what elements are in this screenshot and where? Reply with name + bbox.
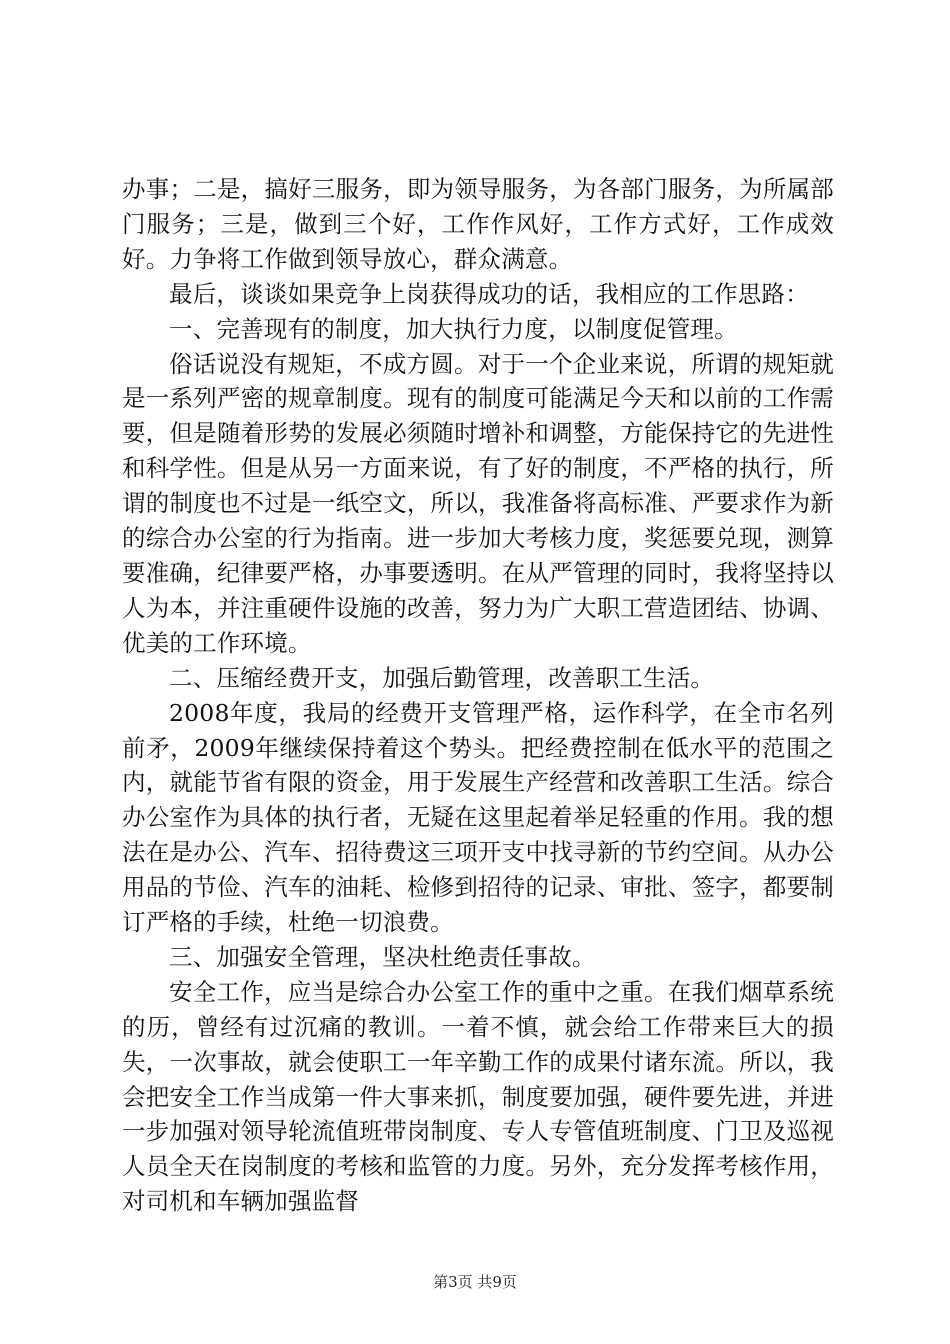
section-heading-3: 三、加强安全管理，坚决杜绝责任事故。	[169, 942, 596, 971]
paragraph-1: 办事；二是，搞好三服务，即为领导服务，为各部门服务，为所属部门服务；三是，做到三个好，工作作风好，工作方式好，工作成效好。力争将工作做到领导放心，群众满意。	[122, 175, 834, 273]
paragraph-3: 俗话说没有规矩，不成方圆。对于一个企业来说，所谓的规矩就是一系列严密的规章制度。现有的制度可能满足今天和以前的工作需要，但是随着形势的发展必须随时增补和调整，方能保持它的先进性和科学性。但是从另一方面来说，有了好的制度，不严格的执行，所谓的制度也不过是一纸空文，所以，我准备将高标准、严要求作为新的综合办公室的行为指南。进一步加大考核力度，奖惩要兑现，测算要准确，纪律要严格，办事要透明。在从严管理的同时，我将坚持以人为本，并注重硬件设施的改善，努力为广大职工营造团结、协调、优美的工作环境。	[122, 349, 834, 657]
section-heading-2: 二、压缩经费开支，加强后勤管理，改善职工生活。	[169, 663, 715, 692]
paragraph-4: 2008年度，我局的经费开支管理严格，运作科学，在全市名列前矛，2009年继续保持着这个势头。把经费控制在低水平的范围之内，就能节省有限的资金，用于发展生产经营和改善职工生活。综合办公室作为具体的执行者，无疑在这里起着举足轻重的作用。我的想法在是办公、汽车、招待费这三项开支中找寻新的节约空间。从办公用品的节俭、汽车的油耗、检修到招待的记录、审批、签字，都要制订严格的手续，杜绝一切浪费。	[122, 698, 834, 937]
paragraph-2: 最后，谈谈如果竞争上岗获得成功的话，我相应的工作思路：	[169, 279, 809, 308]
document-body	[122, 172, 834, 1219]
paragraph-5: 安全工作，应当是综合办公室工作的重中之重。在我们烟草系统的历，曾经有过沉痛的教训。一着不慎，就会给工作带来巨大的损失，一次事故，就会使职工一年辛勤工作的成果付诸东流。所以，我会把安全工作当成第一件大事来抓，制度要加强，硬件要先进，并进一步加强对领导轮流值班带岗制度、专人专管值班制度、门卫及巡视人员全天在岗制度的考核和监管的力度。另外，充分发挥考核作用，对司机和车辆加强监督	[122, 977, 834, 1216]
section-heading-1: 一、完善现有的制度，加大执行力度，以制度促管理。	[169, 314, 738, 343]
page-number-footer: 第3页 共9页	[433, 1273, 517, 1291]
